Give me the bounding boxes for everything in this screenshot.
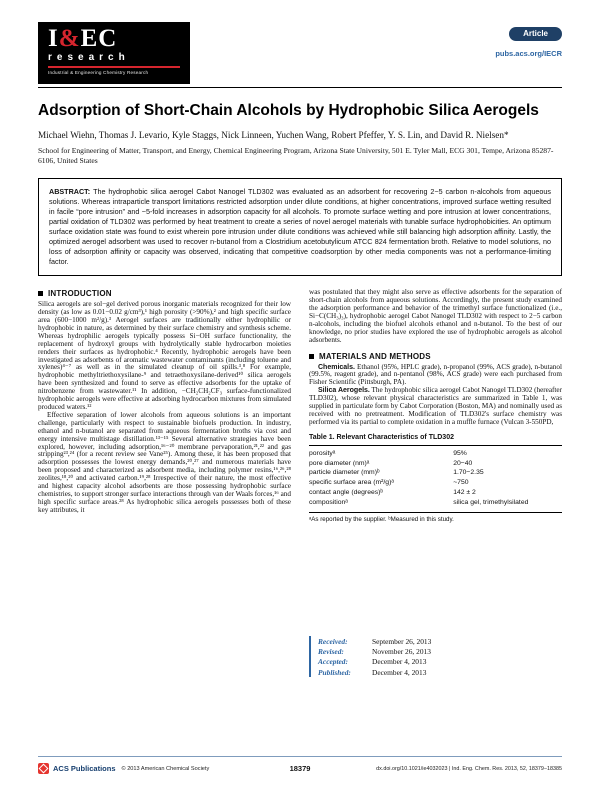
journal-masthead bbox=[38, 22, 562, 84]
silica-aerogels-text: The hydrophobic silica aerogel Cabot Nanogel TLD302 (hereafter TLD302), whose relevant physical characteristics are summarized in Table 1, was supplied in particulate form by Cabot Corporation (Boston, MA) and nominally used as received with no pretreatment. Modification of TLD302's surface chemistry was performed via its partial to complete oxidation in a muffle furnace (Vulcan 3-550PD, bbox=[309, 386, 563, 426]
table-cell-value: ~750 bbox=[453, 479, 469, 487]
introduction-paragraph-1: Silica aerogels are sol−gel derived porous inorganic materials recognized for their low density (as low as 0.01−0.02 g/cm³),¹ high porosity (>90%),² and high specific surface area (600−1000 m²/g).³ Aerogel surfaces are traditionally either hydrophilic or hydrophobic in nature, as determined by their surface chemistry and synthesis scheme. Whereas hydrophilic aerogels typically possess Si−OH surface functionality, the replacement of hydroxyl groups with hydrolytically stable hydrocarbon moieties renders their surfaces as hydrophobic.⁴ Recently, hydrophobic aerogels have been investigated as adsorbents of aromatic wastewater contaminants (including toluene and xylenes)⁴⁻⁷ as well as in the simulated cleanup of oil spills.³,⁸ For example, hydrophobic methyltriethoxysilane-⁹ and tetraethoxysilane-derived¹⁰ silica aerogels have been synthesized and found to serve as effective adsorbents for the uptake of nitrobenzene from wastewater.¹¹ In addition, −CH₂CH₂CF₃ surface-functionalized hydrophobic aerogels were effective at adsorbing hydrocarbon mixtures from simulated produced waters.¹² bbox=[38, 300, 291, 411]
right-column bbox=[309, 289, 562, 681]
journal-tagline: Industrial & Engineering Chemistry Research bbox=[48, 70, 149, 75]
history-label: Received: bbox=[318, 636, 348, 646]
table-cell-value: 20−40 bbox=[453, 459, 473, 467]
copyright-text: © 2013 American Chemical Society bbox=[121, 765, 210, 772]
section-bullet-icon bbox=[38, 291, 43, 296]
affiliation-line: School for Engineering of Matter, Transport, and Energy, Chemical Engineering Program, Arizona State University, 501 E. Tyler Mall, ECG 301, Tempe, Arizona 85287-6106, United States bbox=[38, 146, 554, 165]
left-column bbox=[38, 289, 291, 681]
history-label: Revised: bbox=[318, 646, 344, 656]
table-1-caption: Table 1. Relevant Characteristics of TLD302 bbox=[309, 433, 454, 441]
table-cell-param: compositionᵃ bbox=[309, 498, 348, 506]
abstract-text: The hydrophobic silica aerogel Cabot Nanogel TLD302 was evaluated as an adsorbent for recovering 2−5 carbon n-alcohols from aqueous solutions. Whereas intraparticle transport limitations restricted adsorption under dilute conditions, at higher concentrations, improved surface wetting resulted in facile “pore intrusion” and ~5-fold increases in adsorption capacity for all alcohols. To promote surface wetting and pore intrusion at lower concentrations, partial oxidation of TLD302 was performed by heat treatment to create a series of novel aerogel materials with tunable surface hydrophobicities. An optimum surface oxidation state was found to exist wherein pore intrusion under dilute conditions was achieved while still balancing high adsorption affinity. Lastly, the optimized aerogel adsorbent was used to recover n-butanol from a Clostridium acetobutylicum ATCC 824 fermentation broth. Relative to model solutions, no loss of adsorption affinity or capacity was observed, indicating that competitive coadsorption by other media components was not a performance-limiting factor. bbox=[49, 187, 551, 267]
table-cell-param: pore diameter (nm)ᵃ bbox=[309, 459, 370, 467]
history-value: November 26, 2013 bbox=[372, 646, 431, 656]
authors-line: Michael Wiehn, Thomas J. Levario, Kyle Staggs, Nick Linneen, Yuchen Wang, Robert Pfeffer, Y. S. Lin, and David R. Nielsen* bbox=[38, 130, 509, 140]
journal-url-link[interactable]: pubs.acs.org/IECR bbox=[495, 49, 562, 58]
history-accent-bar bbox=[309, 636, 311, 678]
logo-suffix: EC bbox=[80, 25, 118, 52]
abstract-label: ABSTRACT: bbox=[49, 187, 91, 197]
masthead-right bbox=[495, 22, 562, 58]
history-row bbox=[318, 637, 431, 646]
table-row bbox=[309, 488, 562, 498]
table-cell-param: particle diameter (mm)ᵇ bbox=[309, 469, 380, 477]
history-label: Accepted: bbox=[318, 657, 348, 667]
chemicals-runin-heading: Chemicals. bbox=[318, 363, 355, 371]
history-row bbox=[318, 668, 431, 677]
logo-ampersand: & bbox=[58, 25, 81, 52]
body-columns bbox=[38, 289, 562, 681]
history-label: Published: bbox=[318, 667, 351, 677]
history-value: December 4, 2013 bbox=[372, 667, 427, 677]
chemicals-text: Ethanol (95%, HPLC grade), n-propanol (99%, ACS grade), n-butanol (99.5%, reagent grade), and n-pentanol (98%, ACS grade) were each purchased from Fisher Scientific (Pittsburgh, PA). bbox=[309, 362, 562, 387]
logo-divider bbox=[48, 66, 180, 68]
acs-publications-label: ACS Publications bbox=[53, 764, 116, 773]
page-footer bbox=[38, 756, 562, 774]
table-1 bbox=[309, 434, 562, 523]
section-bullet-icon bbox=[309, 354, 314, 359]
section-heading-methods bbox=[309, 352, 562, 361]
introduction-paragraph-2: Effective separation of lower alcohols from aqueous solutions is an important challenge, particularly with respect to sustainable biofuels production. In industry, ethanol and n-butanol are separated from aqueous fermentation broths via cost and energy intensive multistage distillation.¹³⁻¹⁵ Several alternative strategies have been explored, however, including adsorption,¹⁶⁻²⁰ membrane pervaporation,²¹,²² and gas stripping²³,²⁴ (for a recent review see Vane²⁵). Among these, it has been proposed that adsorption possesses the lowest energy demands,²⁰,²⁷ and numerous materials have been proposed and characterized as adsorbent media, including polymer resins,¹⁶,²⁶,²⁸ zeolites,¹⁸,²⁰ and activated carbon.¹⁹,²⁸ Irrespective of their nature, the most effective and highest capacity alcohol adsorbents are those possessing hydrophobic surface chemistries, to support stronger surface interactions through van der Waals forces,¹⁶ and high specific surface areas.²⁸ As hydrophobic silica aerogels possesses both of these key attributes, it bbox=[38, 410, 291, 514]
footer-inner bbox=[38, 757, 562, 774]
journal-logo-wordmark bbox=[48, 27, 180, 51]
introduction-continuation: was postulated that they might also serve as effective adsorbents for the separation of short-chain alcohols from aqueous solutions. Accordingly, the present study examined the adsorption performance and behavior of the trimethyl surface functionalized (i.e., Si−C(CH₃)₃), hydrophobic aerogel Cabot Nanogel TLD302 with respect to 2−5 carbon n-alcohols, including the biofuel alcohols ethanol and n-butanol. To the best of our knowledge, no prior studies have explored the use of hydrophobic aerogels as alcohol adsorbents. bbox=[309, 288, 562, 344]
article-title: Adsorption of Short-Chain Alcohols by Hydrophobic Silica Aerogels bbox=[38, 102, 539, 119]
section-heading-introduction bbox=[38, 289, 291, 298]
acs-publications-brand[interactable] bbox=[38, 763, 116, 774]
table-row bbox=[309, 459, 562, 469]
footer-page-number: 18379 bbox=[289, 764, 311, 773]
logo-prefix: I bbox=[48, 25, 59, 52]
table-row bbox=[309, 449, 562, 459]
history-rows bbox=[318, 636, 431, 678]
history-value: December 4, 2013 bbox=[372, 657, 427, 667]
table-row bbox=[309, 468, 562, 478]
table-cell-value: silica gel, trimethylsilated bbox=[453, 498, 529, 506]
masthead-divider bbox=[38, 87, 562, 88]
article-type-badge: Article bbox=[509, 27, 562, 41]
table-cell-value: 1.70−2.35 bbox=[453, 469, 484, 477]
table-cell-param: porosityᵃ bbox=[309, 449, 336, 457]
section-heading-methods-label: MATERIALS AND METHODS bbox=[319, 351, 431, 361]
history-row bbox=[318, 657, 431, 666]
silica-aerogels-paragraph bbox=[309, 387, 562, 427]
table-row bbox=[309, 478, 562, 488]
footer-doi-line: dx.doi.org/10.1021/ie4032023 | Ind. Eng. Chem. Res. 2013, 52, 18379−18385 bbox=[376, 765, 562, 772]
chemicals-paragraph bbox=[309, 364, 562, 388]
table-1-footnote: ᵃAs reported by the supplier. ᵇMeasured in this study. bbox=[309, 515, 454, 523]
journal-logo[interactable] bbox=[38, 22, 190, 84]
table-cell-param: contact angle (degrees)ᵇ bbox=[309, 488, 383, 496]
table-cell-param: specific surface area (m²/g)ᵃ bbox=[309, 479, 394, 487]
history-value: September 26, 2013 bbox=[372, 636, 432, 646]
table-row bbox=[309, 498, 562, 508]
section-heading-introduction-label: INTRODUCTION bbox=[48, 289, 112, 299]
table-cell-value: 142 ± 2 bbox=[453, 488, 476, 496]
abstract-box bbox=[38, 178, 562, 276]
table-1-body bbox=[309, 445, 562, 513]
table-cell-value: 95% bbox=[453, 449, 467, 457]
silica-aerogels-runin-heading: Silica Aerogels. bbox=[318, 387, 370, 395]
history-row bbox=[318, 647, 431, 656]
acs-publications-icon bbox=[38, 763, 49, 774]
article-history-block bbox=[309, 636, 562, 678]
journal-logo-subtitle: research bbox=[48, 52, 130, 63]
